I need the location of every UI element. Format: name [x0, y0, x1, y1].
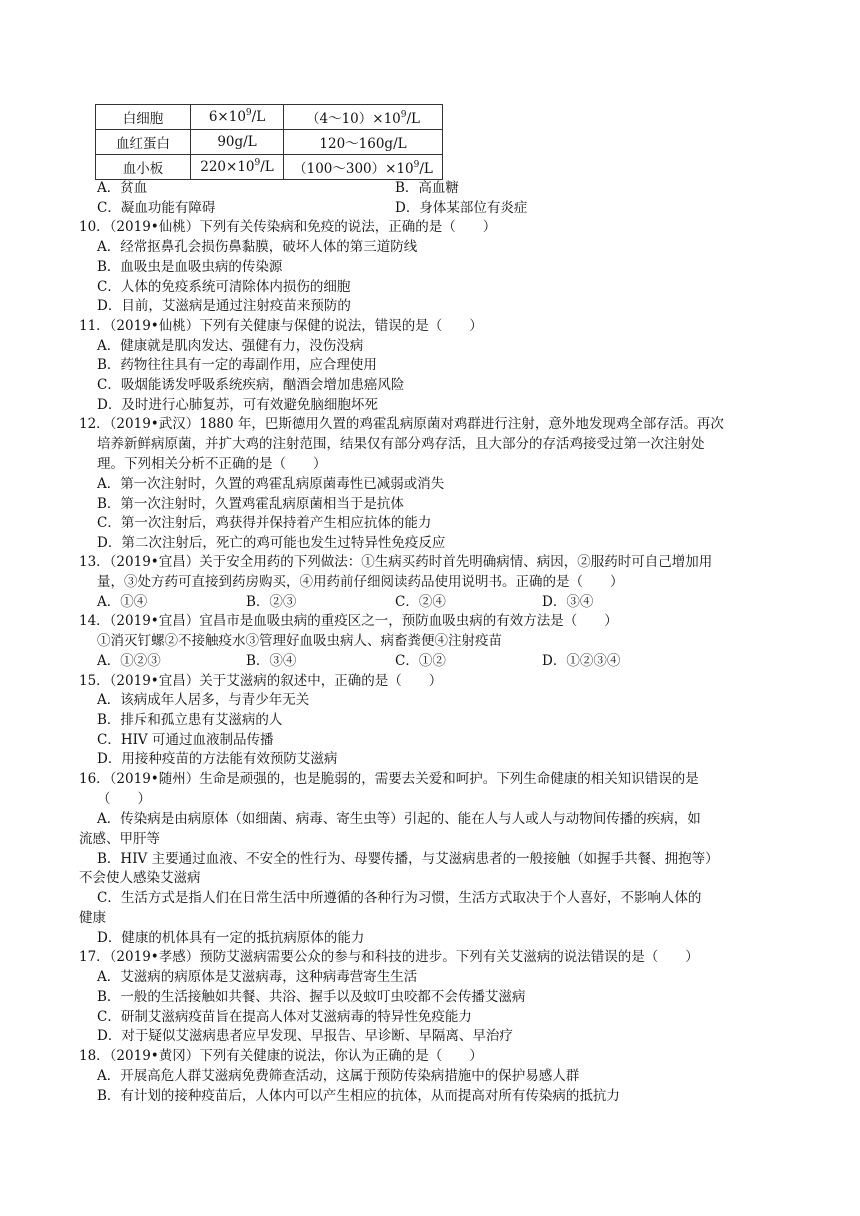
- q16-stem-line1: 16．（2019•随州）生命是顽强的，也是脆弱的，需要去关爱和呵护。下列生命健康的相关知识错误的是: [79, 771, 699, 787]
- table-cell: $6\times 10^9/L$: [191, 105, 284, 130]
- q13-option-d: D．③④: [542, 594, 594, 610]
- q12-option-d: D．第二次注射后，死亡的鸡可能也发生过特异性免疫反应: [97, 535, 446, 551]
- q18-option-a: A．开展高危人群艾滋病免费筛查活动，这属于预防传染病措施中的保护易感人群: [97, 1068, 580, 1084]
- q16-stem-line2: （ ）: [97, 791, 151, 807]
- table-cell: $(100\sim 300)\times 10^9/L$: [284, 155, 443, 180]
- q15-option-b: B．排斥和孤立患有艾滋病的人: [97, 712, 283, 728]
- table-row: [96, 130, 443, 155]
- q12-stem-line1: 12．（2019•武汉）1880 年，巴斯德用久置的鸡霍乱病原菌对鸡群进行注射，意外地发现鸡全部存活。再次: [79, 416, 724, 432]
- q11-stem: 11．（2019•仙桃）下列有关健康与保健的说法，错误的是（ ）: [79, 318, 483, 334]
- q16-option-c-line1: C．生活方式是指人们在日常生活中所遵循的各种行为习惯，生活方式取决于个人喜好，不影响人体的: [97, 890, 702, 906]
- q10-option-d: D．目前，艾滋病是通过注射疫苗来预防的: [97, 298, 351, 314]
- q16-option-a-line1: A．传染病是由病原体（如细菌、病毒、寄生虫等）引起的、能在人与人或人与动物间传播的疾病，如: [97, 811, 701, 827]
- q12-stem-line2: 培养新鲜病原菌，并扩大鸡的注射范围，结果仅有部分鸡存活，且大部分的存活鸡接受过第一次注射处: [97, 436, 705, 452]
- q10-option-b: B．血吸虫是血吸虫病的传染源: [97, 259, 283, 275]
- q11-option-b: B．药物往往具有一定的毒副作用，应合理使用: [97, 357, 377, 373]
- q15-option-a: A．该病成年人居多，与青少年无关: [97, 692, 310, 708]
- q14-option-c: C．①②: [395, 653, 446, 669]
- q18-option-b: B．有计划的接种疫苗后，人体内可以产生相应的抗体，从而提高对所有传染病的抵抗力: [97, 1088, 620, 1104]
- q12-stem-line3: 理。下列相关分析不正确的是（ ）: [97, 456, 327, 472]
- q13-option-c: C．②④: [395, 594, 446, 610]
- q16-option-b-line2: 不会使人感染艾滋病: [79, 870, 201, 886]
- q18-stem: 18．（2019•黄冈）下列有关健康的说法，你认为正确的是（ ）: [79, 1048, 483, 1064]
- table-row: [96, 105, 443, 130]
- q14-stem-line1: 14．（2019•宜昌）宜昌市是血吸虫病的重疫区之一，预防血吸虫病的有效方法是（ ）: [79, 613, 618, 629]
- q12-option-b: B．第一次注射时，久置鸡霍乱病原菌相当于是抗体: [97, 496, 404, 512]
- table-cell: 90g/L: [191, 130, 284, 155]
- table-cell: 血红蛋白: [96, 130, 191, 155]
- q15-option-c: C．HIV 可通过血液制品传播: [97, 732, 274, 748]
- q10-option-c: C．人体的免疫系统可清除体内损伤的细胞: [97, 279, 351, 295]
- q13-option-a: A．①④: [97, 594, 148, 610]
- q14-option-b: B．③④: [246, 653, 297, 669]
- q16-option-a-line2: 流感、甲肝等: [79, 831, 160, 847]
- q14-option-d: D．①②③④: [542, 653, 621, 669]
- table-row: [96, 155, 443, 180]
- table-cell: 白细胞: [96, 105, 191, 130]
- q14-option-a: A．①②③: [97, 653, 161, 669]
- table-cell: $220\times 10^9/L$: [191, 155, 284, 180]
- q16-option-d: D．健康的机体具有一定的抵抗病原体的能力: [97, 930, 365, 946]
- q11-option-c: C．吸烟能诱发呼吸系统疾病，酗酒会增加患癌风险: [97, 377, 405, 393]
- q16-option-c-line2: 健康: [79, 910, 106, 926]
- q12-option-c: C．第一次注射后，鸡获得并保持着产生相应抗体的能力: [97, 515, 432, 531]
- q9-option-b: B．高血糖: [395, 180, 459, 196]
- table-cell: $(4\sim 10)\times 10^9/L$: [284, 105, 443, 130]
- q9-option-c: C．凝血功能有障碍: [97, 200, 216, 216]
- q10-stem: 10．（2019•仙桃）下列有关传染病和免疫的说法，正确的是（ ）: [79, 219, 497, 235]
- q15-option-d: D．用接种疫苗的方法能有效预防艾滋病: [97, 751, 338, 767]
- q15-stem: 15．（2019•宜昌）关于艾滋病的叙述中，正确的是（ ）: [79, 673, 443, 689]
- table-cell: 120～160g/L: [284, 130, 443, 155]
- q14-stem-line2: ①消灭钉螺②不接触疫水③管理好血吸虫病人、病畜粪便④注射疫苗: [97, 633, 502, 649]
- q11-option-a: A．健康就是肌肉发达、强健有力，没伤没病: [97, 338, 364, 354]
- q13-stem-line1: 13．（2019•宜昌）关于安全用药的下列做法：①生病买药时首先明确病情、病因，②服药时可自己增加用: [79, 554, 713, 570]
- blood-test-table: [95, 104, 443, 180]
- q16-option-b-line1: B．HIV 主要通过血液、不安全的性行为、母婴传播，与艾滋病患者的一般接触（如握手共餐、拥抱等）: [97, 851, 719, 867]
- q13-stem-line2: 量，③处方药可直接到药房购买，④用药前仔细阅读药品使用说明书。正确的是（ ）: [97, 574, 624, 590]
- q9-option-a: A．贫血: [97, 180, 148, 196]
- q11-option-d: D．及时进行心肺复苏，可有效避免脑细胞坏死: [97, 397, 378, 413]
- q17-option-b: B．一般的生活接触如共餐、共浴、握手以及蚊叮虫咬都不会传播艾滋病: [97, 989, 526, 1005]
- q10-option-a: A．经常抠鼻孔会损伤鼻黏膜，破坏人体的第三道防线: [97, 239, 418, 255]
- table-cell: 血小板: [96, 155, 191, 180]
- q17-option-c: C．研制艾滋病疫苗旨在提高人体对艾滋病毒的特异性免疫能力: [97, 1009, 472, 1025]
- q13-option-b: B．②③: [246, 594, 297, 610]
- q17-stem: 17．（2019•孝感）预防艾滋病需要公众的参与和科技的进步。下列有关艾滋病的说法错误的是（ ）: [79, 949, 699, 965]
- q9-option-d: D．身体某部位有炎症: [395, 200, 528, 216]
- q17-option-d: D．对于疑似艾滋病患者应早发现、早报告、早诊断、早隔离、早治疗: [97, 1028, 513, 1044]
- q12-option-a: A．第一次注射时，久置的鸡霍乱病原菌毒性已减弱或消失: [97, 476, 445, 492]
- q17-option-a: A．艾滋病的病原体是艾滋病毒，这种病毒营寄生生活: [97, 969, 418, 985]
